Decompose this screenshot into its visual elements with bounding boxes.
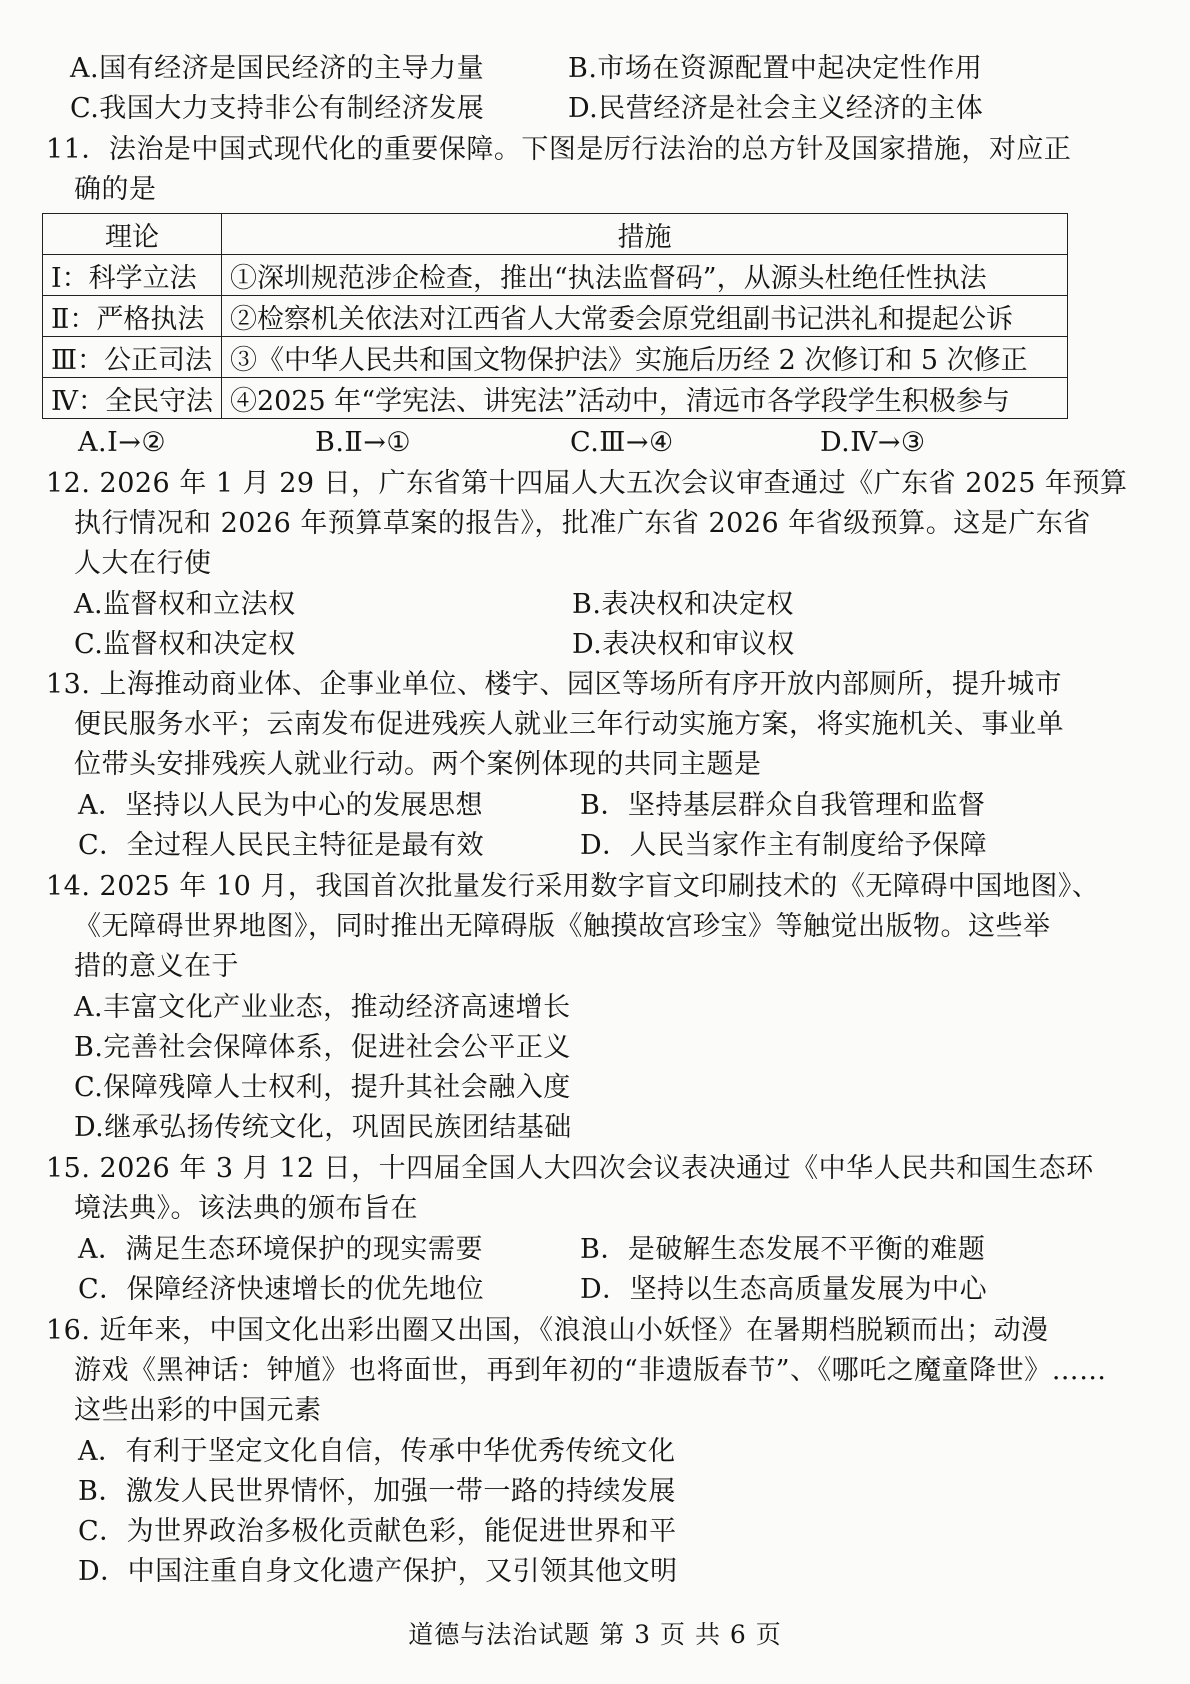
q10-option-a: A.国有经济是国民经济的主导力量 bbox=[70, 53, 485, 84]
q14-option-c: C.保障残障人士权利，提升其社会融入度 bbox=[74, 1072, 571, 1103]
law-measures-table bbox=[42, 213, 1068, 419]
q15-option-c: C．保障经济快速增长的优先地位 bbox=[78, 1274, 485, 1305]
q12-option-a: A.监督权和立法权 bbox=[74, 589, 296, 620]
q11-option-d: D.Ⅳ→③ bbox=[820, 427, 926, 458]
q12-option-d: D.表决权和审议权 bbox=[572, 629, 795, 660]
q13-stem-line-1: 13. 上海推动商业体、企事业单位、楼宇、园区等场所有序开放内部厕所，提升城市 bbox=[46, 669, 1063, 700]
q12-option-c: C.监督权和决定权 bbox=[74, 629, 296, 660]
table-header-theory: 理论 bbox=[43, 214, 222, 255]
page-footer: 道德与法治试题 第 3 页 共 6 页 bbox=[408, 1620, 782, 1649]
q16-option-b: B．激发人民世界情怀，加强一带一路的持续发展 bbox=[78, 1476, 676, 1507]
q16-option-c: C．为世界政治多极化贡献色彩，能促进世界和平 bbox=[78, 1516, 677, 1547]
q10-option-d: D.民营经济是社会主义经济的主体 bbox=[568, 93, 984, 124]
table-cell-measure: ③《中华人民共和国文物保护法》实施后历经 2 次修订和 5 次修正 bbox=[221, 337, 1067, 378]
q13-stem-line-3: 位带头安排残疾人就业行动。两个案例体现的共同主题是 bbox=[74, 749, 762, 780]
q11-option-a: A.Ⅰ→② bbox=[78, 427, 167, 458]
q12-option-b: B.表决权和决定权 bbox=[572, 589, 794, 620]
q16-option-d: D．中国注重自身文化遗产保护，又引领其他文明 bbox=[78, 1556, 678, 1587]
q15-option-a: A．满足生态环境保护的现实需要 bbox=[78, 1234, 483, 1265]
table-row bbox=[43, 255, 1068, 296]
q15-option-b: B．是破解生态发展不平衡的难题 bbox=[580, 1234, 986, 1265]
q12-stem-line-2: 执行情况和 2026 年预算草案的报告》，批准广东省 2026 年省级预算。这是广东省 bbox=[74, 508, 1091, 539]
q14-option-a: A.丰富文化产业业态，推动经济高速增长 bbox=[74, 992, 571, 1023]
table-row bbox=[43, 337, 1068, 378]
table-row bbox=[43, 296, 1068, 337]
q15-stem-line-1: 15. 2026 年 3 月 12 日，十四届全国人大四次会议表决通过《中华人民共和国生态环 bbox=[46, 1153, 1094, 1184]
q13-stem-line-2: 便民服务水平；云南发布促进残疾人就业三年行动实施方案，将实施机关、事业单 bbox=[74, 709, 1064, 740]
q11-stem-line-1: 11．法治是中国式现代化的重要保障。下图是厉行法治的总方针及国家措施，对应正 bbox=[46, 134, 1072, 165]
q12-stem-line-1: 12. 2026 年 1 月 29 日，广东省第十四届人大五次会议审查通过《广东省 2025 年预算 bbox=[46, 468, 1128, 499]
q10-option-c: C.我国大力支持非公有制经济发展 bbox=[70, 93, 485, 124]
q16-stem-line-3: 这些出彩的中国元素 bbox=[74, 1395, 322, 1426]
table-cell-theory: Ⅰ：科学立法 bbox=[43, 255, 222, 296]
q13-option-a: A．坚持以人民为中心的发展思想 bbox=[78, 790, 483, 821]
table-header-measure: 措施 bbox=[221, 214, 1067, 255]
q15-stem-line-2: 境法典》。该法典的颁布旨在 bbox=[74, 1193, 418, 1224]
table-row bbox=[43, 378, 1068, 419]
q11-option-b: B.Ⅱ→① bbox=[315, 427, 412, 458]
table-cell-theory: Ⅱ：严格执法 bbox=[43, 296, 222, 337]
q14-stem-line-3: 措的意义在于 bbox=[74, 951, 239, 982]
q14-stem-line-1: 14. 2025 年 10 月，我国首次批量发行采用数字盲文印刷技术的《无障碍中国地图》、 bbox=[46, 871, 1100, 902]
q16-stem-line-1: 16. 近年来，中国文化出彩出圈又出国，《浪浪山小妖怪》在暑期档脱颖而出；动漫 bbox=[46, 1315, 1049, 1346]
q12-stem-line-3: 人大在行使 bbox=[74, 548, 212, 579]
q14-option-b: B.完善社会保障体系，促进社会公平正义 bbox=[74, 1032, 571, 1063]
table-cell-measure: ①深圳规范涉企检查，推出“执法监督码”，从源头杜绝任性执法 bbox=[221, 255, 1067, 296]
q10-option-b: B.市场在资源配置中起决定性作用 bbox=[568, 53, 983, 84]
q15-option-d: D．坚持以生态高质量发展为中心 bbox=[580, 1274, 988, 1305]
q13-option-d: D．人民当家作主有制度给予保障 bbox=[580, 830, 988, 861]
table-cell-measure: ④2025 年“学宪法、讲宪法”活动中，清远市各学段学生积极参与 bbox=[221, 378, 1067, 419]
q13-option-b: B．坚持基层群众自我管理和监督 bbox=[580, 790, 986, 821]
q14-stem-line-2: 《无障碍世界地图》，同时推出无障碍版《触摸故宫珍宝》等触觉出版物。这些举 bbox=[74, 911, 1051, 942]
table-cell-theory: Ⅲ：公正司法 bbox=[43, 337, 222, 378]
table-cell-theory: Ⅳ：全民守法 bbox=[43, 378, 222, 419]
q13-option-c: C．全过程人民民主特征是最有效 bbox=[78, 830, 485, 861]
table-header-row bbox=[43, 214, 1068, 255]
q16-stem-line-2: 游戏《黑神话：钟馗》也将面世，再到年初的“非遗版春节”、《哪吒之魔童降世》…… bbox=[74, 1355, 1107, 1386]
q16-option-a: A．有利于坚定文化自信，传承中华优秀传统文化 bbox=[78, 1436, 676, 1467]
q14-option-d: D.继承弘扬传统文化，巩固民族团结基础 bbox=[74, 1112, 572, 1143]
table-cell-measure: ②检察机关依法对江西省人大常委会原党组副书记洪礼和提起公诉 bbox=[221, 296, 1067, 337]
q11-stem-line-2: 确的是 bbox=[74, 174, 157, 205]
q11-option-c: C.Ⅲ→④ bbox=[570, 427, 674, 458]
